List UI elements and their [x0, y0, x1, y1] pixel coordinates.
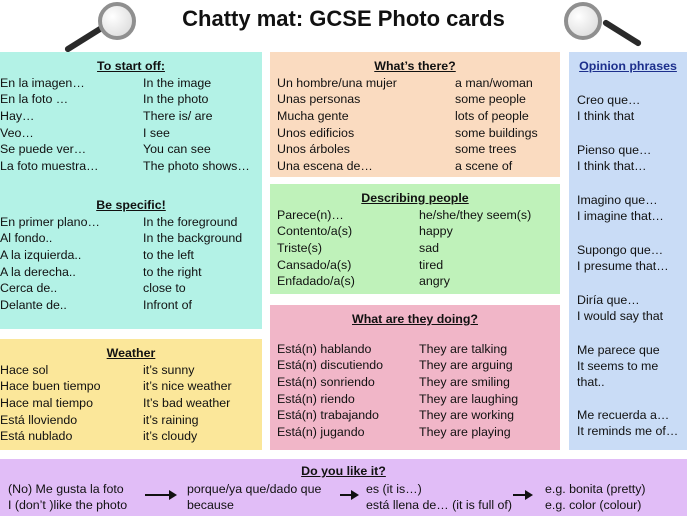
english-translation: Infront of: [143, 297, 192, 312]
english-translation: In the foreground: [143, 214, 238, 229]
phrase-row: [270, 257, 560, 274]
spanish-phrase: Está(n) sonriendo: [277, 375, 375, 390]
spanish-phrase: En la foto …: [0, 92, 69, 107]
arrow-right-icon: [340, 494, 357, 496]
phrase-row: [0, 280, 262, 297]
start-header: To start off:: [97, 59, 165, 73]
specific-header: Be specific!: [96, 197, 166, 212]
spanish-phrase: Está(n) jugando: [277, 425, 365, 440]
weather-list: [0, 362, 262, 445]
phrase-row: [0, 247, 262, 264]
phrase-row: [0, 108, 262, 125]
english-translation: to the left: [143, 247, 194, 262]
opinion-line: I would say that: [577, 309, 664, 323]
whats-there-header: What’s there?: [374, 59, 456, 73]
phrase-row: [270, 125, 560, 142]
english-translation: They are smiling: [419, 375, 510, 390]
phrase-row: [270, 357, 560, 374]
english-translation: They are talking: [419, 341, 508, 356]
phrase-row: [270, 374, 560, 391]
spanish-phrase: Está nublado: [0, 429, 73, 444]
specific-list: [0, 214, 262, 314]
english-translation: some people: [455, 92, 526, 107]
opinion-line: Me recuerda a…: [577, 408, 670, 422]
opinion-line: Imagino que…: [577, 193, 658, 207]
what-doing-header: What are they doing?: [352, 312, 478, 326]
english-translation: You can see: [143, 142, 211, 157]
arrow-right-icon: [145, 494, 175, 496]
description-phrase-2: está llena de… (it is full of): [366, 498, 512, 512]
english-translation: it’s sunny: [143, 362, 195, 377]
spanish-phrase: Hace sol: [0, 362, 49, 377]
english-translation: some trees: [455, 142, 517, 157]
spanish-phrase: Se puede ver…: [0, 142, 87, 157]
like-phrase: (No) Me gusta la foto: [8, 482, 124, 496]
phrase-row: [0, 378, 262, 395]
opinion-line: I imagine that…: [577, 209, 664, 223]
english-translation: he/she/they seem(s): [419, 207, 532, 222]
start-section: [0, 52, 262, 329]
english-translation: it’s cloudy: [143, 429, 198, 444]
phrase-row: [0, 75, 262, 92]
spanish-phrase: Contento/a(s): [277, 224, 353, 239]
english-translation: close to: [143, 281, 186, 296]
phrase-row: [0, 264, 262, 281]
english-translation: it’s raining: [143, 412, 199, 427]
spanish-phrase: Está(n) trabajando: [277, 408, 379, 423]
weather-section: [0, 339, 262, 450]
opinion-header: Opinion phrases: [579, 59, 677, 73]
phrase-row: [270, 240, 560, 257]
phrase-row: [0, 230, 262, 247]
spanish-phrase: Enfadado/a(s): [277, 274, 355, 289]
phrase-row: [270, 407, 560, 424]
spanish-phrase: Un hombre/una mujer: [277, 75, 397, 90]
do-you-like-it-section: [0, 459, 687, 516]
spanish-phrase: Hay…: [0, 109, 35, 124]
spanish-phrase: Cerca de..: [0, 281, 58, 296]
like-phrase-translation: I (don’t )like the photo: [8, 498, 128, 512]
phrase-row: [0, 125, 262, 142]
phrase-row: [0, 297, 262, 314]
english-translation: They are playing: [419, 425, 511, 440]
english-translation: tired: [419, 257, 444, 272]
connective-phrase: porque/ya que/dado que: [187, 482, 322, 496]
opinion-line: that..: [577, 375, 605, 389]
opinion-line: I think that: [577, 109, 635, 123]
start-list: [0, 75, 262, 175]
english-translation: The photo shows…: [143, 159, 250, 174]
opinion-line: It seems to me: [577, 359, 659, 373]
phrase-row: [0, 158, 262, 175]
spanish-phrase: Hace buen tiempo: [0, 379, 101, 394]
spanish-phrase: Está(n) discutiendo: [277, 358, 384, 373]
phrase-row: [0, 428, 262, 445]
example-phrase-2: e.g. color (colour): [545, 498, 642, 512]
spanish-phrase: Hace mal tiempo: [0, 396, 93, 411]
phrase-row: [270, 223, 560, 240]
describing-people-list: [270, 207, 560, 290]
opinion-line: I think that…: [577, 159, 647, 173]
opinion-section: [569, 52, 687, 450]
english-translation: sad: [419, 241, 439, 256]
example-phrase: e.g. bonita (pretty): [545, 482, 646, 496]
phrase-row: [0, 412, 262, 429]
phrase-row: [0, 395, 262, 412]
opinion-line: Pienso que…: [577, 143, 652, 157]
connective-translation: because: [187, 498, 234, 512]
opinion-line: It reminds me of…: [577, 424, 679, 438]
spanish-phrase: La foto muestra…: [0, 159, 99, 174]
phrase-row: [0, 362, 262, 379]
page-title: Chatty mat: GCSE Photo cards: [182, 6, 505, 31]
phrase-row: [270, 158, 560, 175]
opinion-line: Me parece que: [577, 343, 660, 357]
opinion-line: Supongo que…: [577, 243, 664, 257]
phrase-row: [0, 91, 262, 108]
description-phrase: es (it is…): [366, 482, 422, 496]
weather-header: Weather: [106, 346, 156, 360]
spanish-phrase: Al fondo..: [0, 231, 53, 246]
phrase-row: [270, 273, 560, 290]
spanish-phrase: A la derecha..: [0, 264, 76, 279]
spanish-phrase: Triste(s): [277, 241, 322, 256]
spanish-phrase: Está(n) hablando: [277, 341, 372, 356]
english-translation: In the photo: [143, 92, 209, 107]
phrase-row: [270, 341, 560, 358]
do-you-like-it-header: Do you like it?: [301, 464, 386, 478]
arrow-right-icon: [513, 494, 531, 496]
spanish-phrase: Mucha gente: [277, 109, 349, 124]
spanish-phrase: Una escena de…: [277, 159, 373, 174]
opinion-line: Diría que…: [577, 293, 640, 307]
phrase-row: [270, 75, 560, 92]
spanish-phrase: Unas personas: [277, 92, 361, 107]
english-translation: a man/woman: [455, 75, 533, 90]
phrase-row: [0, 214, 262, 231]
english-translation: In the background: [143, 231, 243, 246]
english-translation: some buildings: [455, 125, 538, 140]
english-translation: They are working: [419, 408, 515, 423]
english-translation: happy: [419, 224, 453, 239]
english-translation: it’s nice weather: [143, 379, 232, 394]
describing-people-header: Describing people: [361, 191, 469, 205]
spanish-phrase: Cansado/a(s): [277, 257, 352, 272]
describing-people-section: [270, 184, 560, 294]
phrase-row: [270, 391, 560, 408]
spanish-phrase: Parece(n)…: [277, 207, 344, 222]
spanish-phrase: Unos edificios: [277, 125, 355, 140]
phrase-row: [270, 108, 560, 125]
spanish-phrase: Unos árboles: [277, 142, 351, 157]
english-translation: In the image: [143, 75, 212, 90]
spanish-phrase: Veo…: [0, 125, 34, 140]
phrase-row: [270, 424, 560, 441]
what-doing-list: [270, 341, 560, 441]
spanish-phrase: En primer plano…: [0, 214, 100, 229]
english-translation: to the right: [143, 264, 202, 279]
opinion-line: Creo que…: [577, 93, 641, 107]
english-translation: It’s bad weather: [143, 396, 231, 411]
english-translation: They are arguing: [419, 358, 513, 373]
english-translation: They are laughing: [419, 391, 519, 406]
whats-there-list: [270, 75, 560, 175]
english-translation: lots of people: [455, 109, 529, 124]
spanish-phrase: Está(n) riendo: [277, 391, 355, 406]
what-doing-section: [270, 305, 560, 450]
phrase-row: [270, 141, 560, 158]
spanish-phrase: Está lloviendo: [0, 412, 78, 427]
phrase-row: [270, 91, 560, 108]
english-translation: a scene of: [455, 159, 513, 174]
whats-there-section: [270, 52, 560, 177]
spanish-phrase: En la imagen…: [0, 75, 85, 90]
opinion-line: I presume that…: [577, 259, 669, 273]
phrase-row: [0, 141, 262, 158]
spanish-phrase: A la izquierda..: [0, 247, 82, 262]
spanish-phrase: Delante de..: [0, 297, 67, 312]
english-translation: angry: [419, 274, 450, 289]
english-translation: I see: [143, 125, 170, 140]
phrase-row: [270, 207, 560, 224]
english-translation: There is/ are: [143, 109, 213, 124]
